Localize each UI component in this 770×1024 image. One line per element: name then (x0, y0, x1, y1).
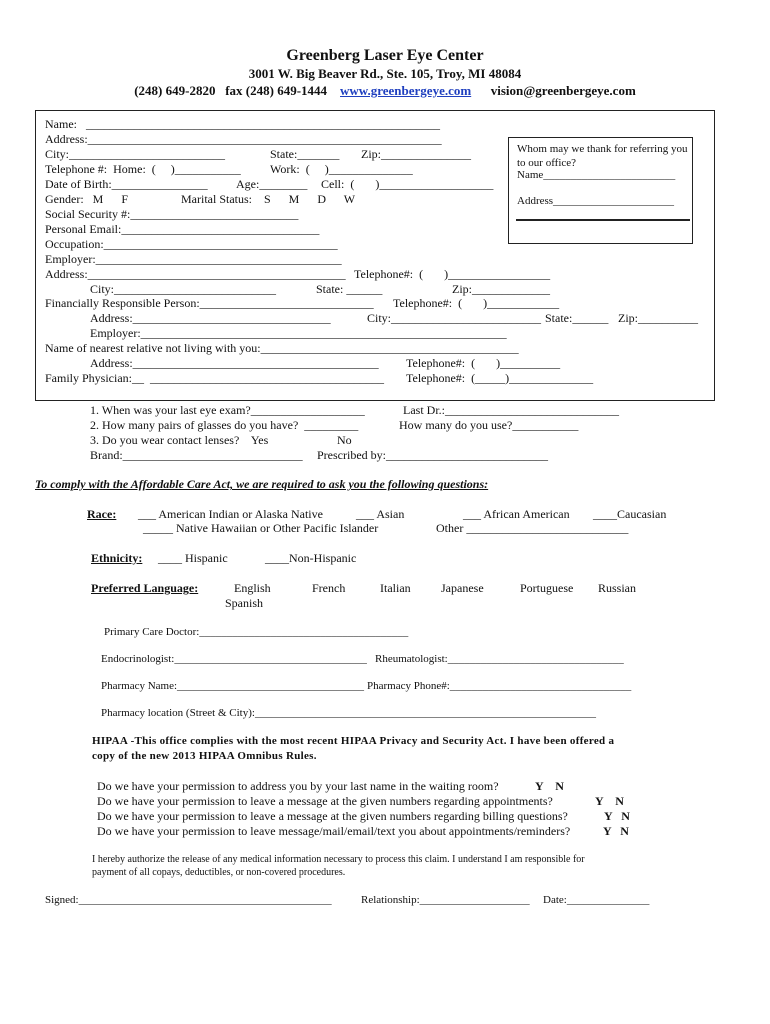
name-field[interactable]: Name: ___________________________________________________________ (45, 117, 440, 131)
language-english[interactable]: English (234, 581, 271, 595)
clinic-website-link[interactable]: www.greenbergeye.com (340, 83, 472, 98)
dob-field[interactable]: Date of Birth:________________ (45, 177, 208, 191)
age-field[interactable]: Age:________ (236, 177, 308, 191)
physician-telephone-field[interactable]: Telephone#: (_____)______________ (406, 371, 594, 385)
authorization-line1: I hereby authorize the release of any medical information necessary to process this claim. I understand I am responsible for (92, 854, 585, 865)
employer-address-field[interactable]: Address:___________________________________________ (45, 267, 346, 281)
last-eye-exam-field[interactable]: 1. When was your last eye exam?___________________ (90, 403, 365, 417)
referral-question: Whom may we thank for referring you to our office? (517, 143, 688, 169)
employer-field[interactable]: Employer:_________________________________________ (45, 252, 342, 266)
responsible-address-field[interactable]: Address:_________________________________ (90, 311, 331, 325)
clinic-name: Greenberg Laser Eye Center (286, 47, 484, 64)
address-field[interactable]: Address:___________________________________________________________ (45, 132, 442, 146)
ethnicity-label: Ethnicity: (91, 551, 143, 565)
permission-billing-question: Do we have your permission to leave a message at the given numbers regarding billing questions? (97, 809, 568, 823)
family-physician-field[interactable]: Family Physician:__ _______________________________________ (45, 371, 384, 385)
permission-reminders-yn[interactable]: Y N (603, 824, 629, 838)
language-spanish[interactable]: Spanish (225, 596, 264, 610)
race-caucasian[interactable]: ____Caucasian (593, 507, 667, 521)
race-african-american[interactable]: ___ African American (463, 507, 570, 521)
clinic-phone-fax: (248) 649-2820 fax (248) 649-1444 (134, 83, 328, 98)
occupation-field[interactable]: Occupation:_______________________________________ (45, 237, 338, 251)
relative-telephone-field[interactable]: Telephone#: ( )__________ (406, 356, 561, 370)
endocrinologist-field[interactable]: Endocrinologist:___________________________________ (101, 653, 367, 665)
relative-address-field[interactable]: Address:_________________________________________ (90, 356, 379, 370)
race-label: Race: (87, 507, 117, 521)
permission-last-name-yn[interactable]: Y N (535, 779, 564, 793)
work-phone-field[interactable]: Work: ( )______________ (270, 162, 413, 176)
employer-zip-field[interactable]: Zip:_____________ (452, 282, 550, 296)
ethnicity-non-hispanic[interactable]: ____Non-Hispanic (265, 551, 357, 565)
state-field[interactable]: State:_______ (270, 147, 340, 161)
permission-appointments-yn[interactable]: Y N (595, 794, 624, 808)
home-phone-field[interactable]: Telephone #: Home: ( )___________ (45, 162, 241, 176)
ethnicity-hispanic[interactable]: ____ Hispanic (158, 551, 228, 565)
preferred-language-label: Preferred Language: (91, 581, 199, 595)
permission-billing-yn[interactable]: Y N (604, 809, 630, 823)
primary-care-doctor-field[interactable]: Primary Care Doctor:______________________________________ (104, 626, 409, 638)
permission-reminders-question: Do we have your permission to leave message/mail/email/text you about appointments/reminders? (97, 824, 571, 838)
employer-telephone-field[interactable]: Telephone#: ( )_________________ (354, 267, 551, 281)
race-asian[interactable]: ___ Asian (356, 507, 405, 521)
permission-last-name-question: Do we have your permission to address you by your last name in the waiting room? (97, 779, 499, 793)
prescribed-by-field[interactable]: Prescribed by:___________________________ (317, 448, 548, 462)
signed-field[interactable]: Signed:______________________________________________ (45, 894, 332, 906)
contact-brand-field[interactable]: Brand:______________________________ (90, 448, 303, 462)
employer-city-field[interactable]: City:___________________________ (90, 282, 277, 296)
responsible-employer-field[interactable]: Employer:_____________________________________________________________ (90, 326, 507, 340)
hipaa-statement-line1: HIPAA -This office complies with the most recent HIPAA Privacy and Security Act. I have been offered a (92, 735, 615, 747)
contact-lenses-no[interactable]: No (337, 433, 352, 447)
relationship-field[interactable]: Relationship:____________________ (361, 894, 530, 906)
relative-name-field[interactable]: Name of nearest relative not living with you:___________________________________________ (45, 341, 519, 355)
aca-heading: To comply with the Affordable Care Act, we are required to ask you the following questions: (35, 477, 489, 491)
contact-lenses-question[interactable]: 3. Do you wear contact lenses? Yes (90, 433, 269, 447)
city-field[interactable]: City:__________________________ (45, 147, 226, 161)
email-field[interactable]: Personal Email:_________________________________ (45, 222, 320, 236)
marital-status-field[interactable]: Marital Status: S M D W (181, 192, 356, 206)
ssn-field[interactable]: Social Security #:____________________________ (45, 207, 299, 221)
language-french[interactable]: French (312, 581, 346, 595)
language-japanese[interactable]: Japanese (441, 581, 484, 595)
clinic-contact-line (0, 84, 770, 97)
pharmacy-name-field[interactable]: Pharmacy Name:__________________________________ (101, 680, 365, 692)
responsible-person-field[interactable]: Financially Responsible Person:_____________________________ (45, 296, 374, 310)
language-russian[interactable]: Russian (598, 581, 637, 595)
responsible-city-field[interactable]: City:_________________________ (367, 311, 542, 325)
clinic-email: vision@greenbergeye.com (490, 83, 636, 98)
authorization-line2: payment of all copays, deductibles, or non-covered procedures. (92, 867, 346, 878)
referral-box-rule (516, 219, 690, 221)
pharmacy-phone-field[interactable]: Pharmacy Phone#:_________________________________ (367, 680, 632, 692)
last-doctor-field[interactable]: Last Dr.:_____________________________ (403, 403, 619, 417)
hipaa-statement-line2: copy of the new 2013 HIPAA Omnibus Rules. (92, 750, 317, 762)
date-field[interactable]: Date:_______________ (543, 894, 650, 906)
glasses-pairs-field[interactable]: 2. How many pairs of glasses do you have? _________ (90, 418, 359, 432)
gender-field[interactable]: Gender: M F (45, 192, 128, 206)
responsible-zip-field[interactable]: Zip:__________ (618, 311, 698, 325)
glasses-used-field[interactable]: How many do you use?___________ (399, 418, 579, 432)
clinic-address: 3001 W. Big Beaver Rd., Ste. 105, Troy, MI 48084 (248, 66, 522, 81)
referral-address-field[interactable]: Address______________________ (517, 195, 675, 207)
language-italian[interactable]: Italian (380, 581, 411, 595)
cell-phone-field[interactable]: Cell: ( )___________________ (321, 177, 494, 191)
pharmacy-location-field[interactable]: Pharmacy location (Street & City):______________________________________________________________ (101, 707, 596, 719)
race-native-hawaiian[interactable]: _____ Native Hawaiian or Other Pacific Islander (143, 521, 379, 535)
rheumatologist-field[interactable]: Rheumatologist:________________________________ (375, 653, 624, 665)
zip-field[interactable]: Zip:_______________ (361, 147, 471, 161)
responsible-telephone-field[interactable]: Telephone#: ( )____________ (393, 296, 560, 310)
race-other-field[interactable]: Other ___________________________ (436, 521, 629, 535)
responsible-state-field[interactable]: State:______ (545, 311, 609, 325)
language-portuguese[interactable]: Portuguese (520, 581, 574, 595)
referral-name-field[interactable]: Name________________________ (517, 169, 676, 181)
race-american-indian[interactable]: ___ American Indian or Alaska Native (138, 507, 323, 521)
employer-state-field[interactable]: State: ______ (316, 282, 383, 296)
permission-appointments-question: Do we have your permission to leave a message at the given numbers regarding appointments? (97, 794, 553, 808)
